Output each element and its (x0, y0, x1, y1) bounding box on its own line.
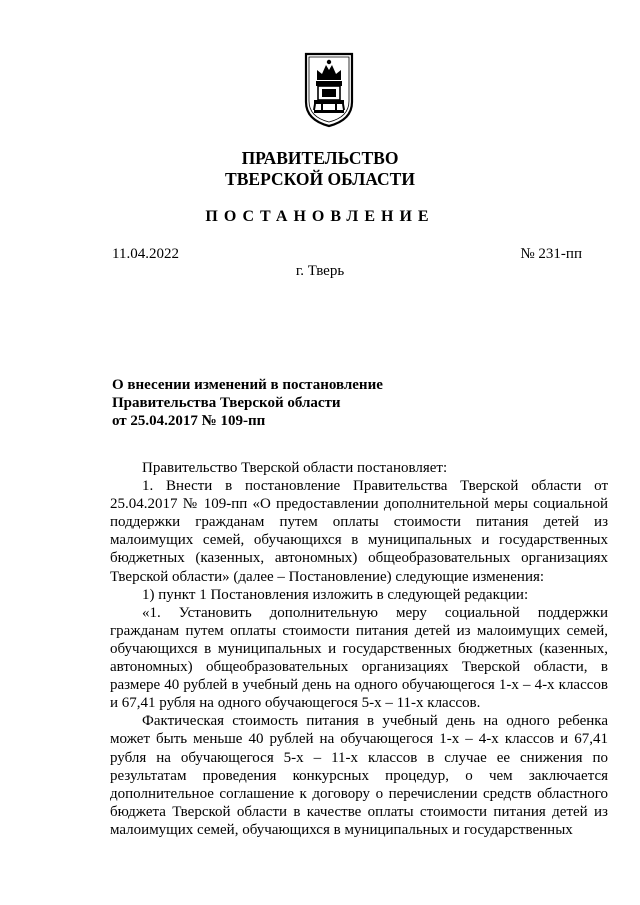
government-name-line1: ПРАВИТЕЛЬСТВО (241, 148, 399, 168)
document-date: 11.04.2022 (112, 246, 179, 262)
body-paragraph: Фактическая стоимость питания в учебный день на одного ребенка может быть меньше 40 рублей на обучающегося 1-х – 4-х классов и 67,41 рубля на обучающегося 5-х – 11-х классов в случае ее снижения по результатам проведения конкурсных процедур, о чем заключается дополнительное соглашение к договору о перечислении средств областного бюджета Тверской области в качестве оплаты стоимости питания детей из малоимущих семей, обучающихся в муниципальных и государственных (110, 713, 608, 838)
subject-line: О внесении изменений в постановление (112, 377, 383, 393)
document-city: г. Тверь (295, 263, 345, 279)
body-paragraph: 1. Внести в постановление Правительства Тверской области от 25.04.2017 № 109-пп «О предоставлении дополнительной меры социальной поддержки гражданам путем оплаты стоимости питания детей из малоимущих семей, обучающихся в муниципальных и государственных бюджетных (казенных, автономных) общеобразовательных организациях Тверской области» (далее – Постановление) следующие изменения: (110, 478, 608, 585)
body-paragraph: Правительство Тверской области постановляет: (142, 460, 448, 476)
subject-line: Правительства Тверской области (112, 395, 341, 411)
subject-line: от 25.04.2017 № 109-пп (112, 413, 266, 429)
body-paragraph: 1) пункт 1 Постановления изложить в следующей редакции: (142, 586, 529, 603)
document-type-title: ПОСТАНОВЛЕНИЕ (205, 208, 435, 225)
body-paragraph: «1. Установить дополнительную меру социальной поддержки гражданам путем оплаты стоимости питания детей из малоимущих семей, обучающихся в муниципальных и государственных бюджетных (казенных, автономных) общеобразовательных организациях Тверской области, в размере 40 рублей в учебный день на одного обучающегося 1-х – 4-х классов и 67,41 рубля на одного обучающегося 5-х – 11-х классов. (110, 604, 608, 712)
coat-of-arms-emblem (302, 50, 356, 128)
document-number: № 231-пп (520, 246, 582, 262)
document-body (110, 459, 608, 839)
document-subject (112, 376, 442, 430)
government-name-line2: ТВЕРСКОЙ ОБЛАСТИ (225, 169, 415, 189)
